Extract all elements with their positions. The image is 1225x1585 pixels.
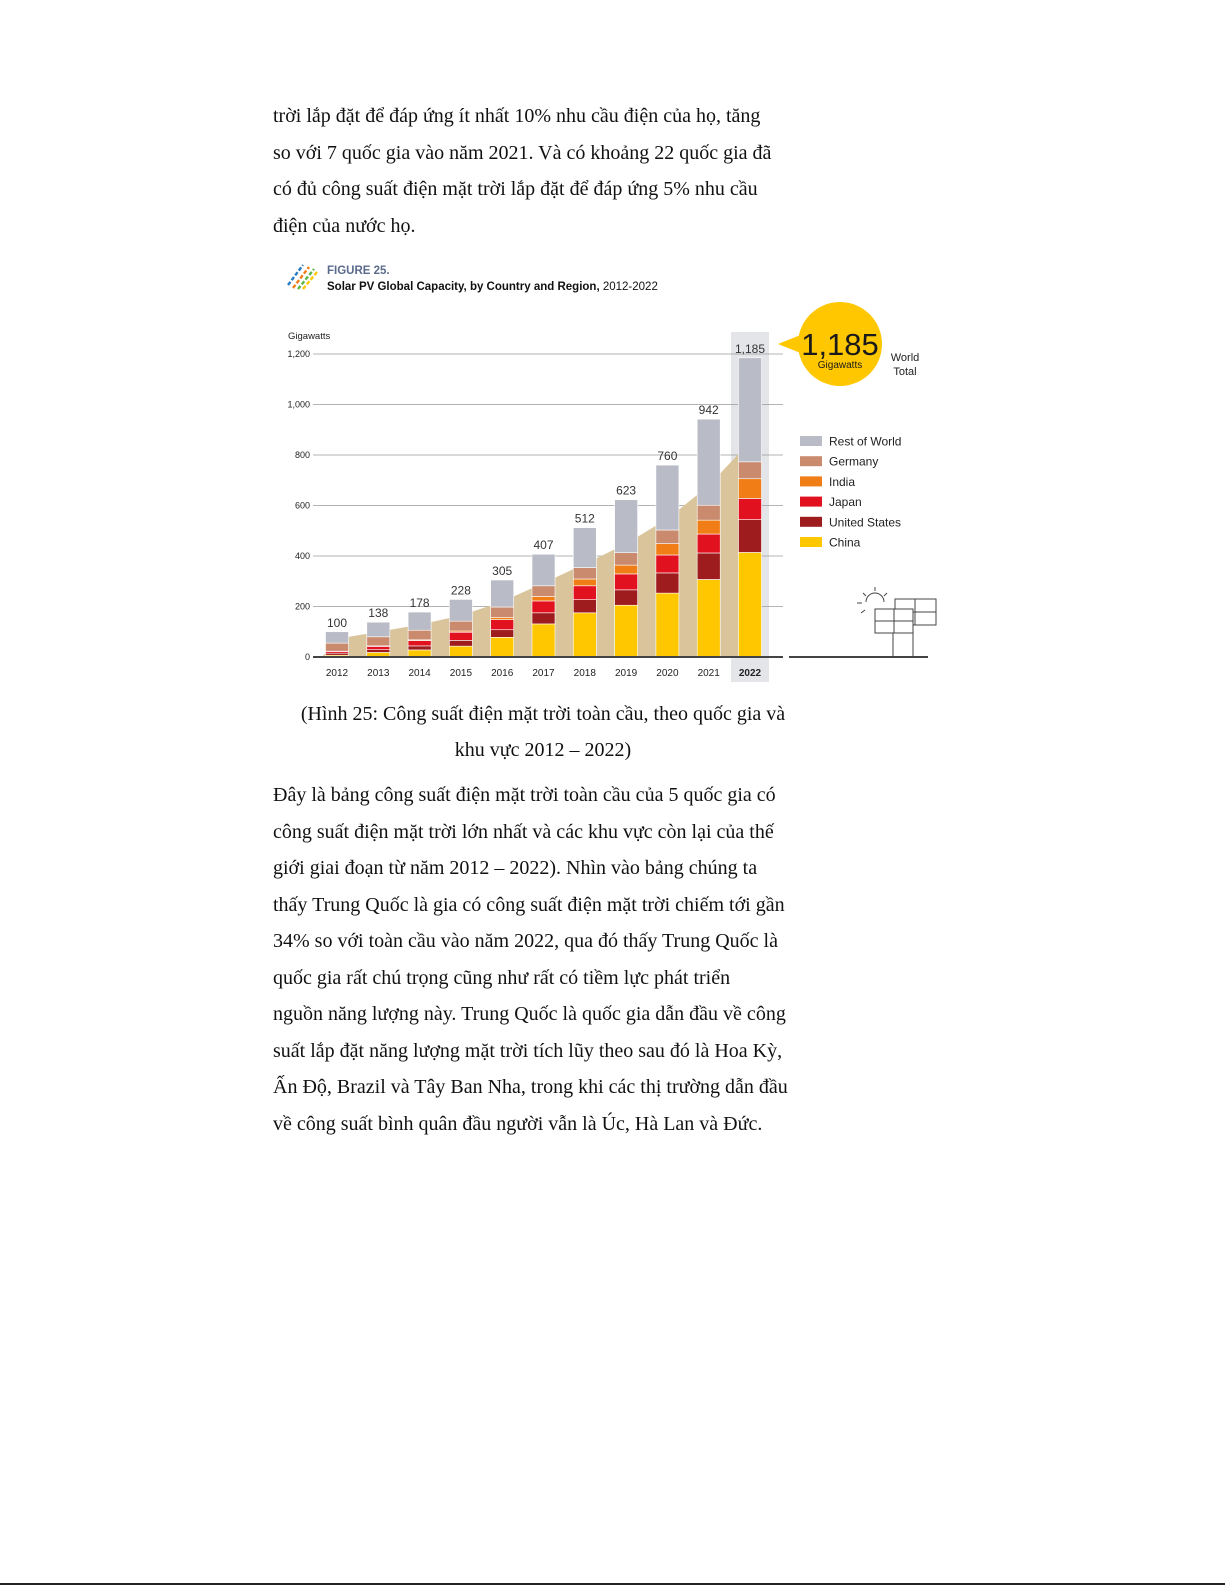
bar-segment-japan [532,601,555,613]
body-line: giới giai đoạn từ năm 2012 – 2022). Nhìn vào bảng chúng ta [273,857,758,879]
bar-segment-japan [739,498,762,519]
intro-paragraph [273,98,821,244]
intro-line: điện của nước họ. [273,214,416,237]
bar-segment-rest-of-world [739,358,762,462]
body-line: về công suất bình quân đầu người vẫn là Úc, Hà Lan và Đức. [273,1112,763,1135]
body-line: nguồn năng lượng này. Trung Quốc là quốc gia dẫn đầu về công [273,1003,786,1025]
bar-segment-rest-of-world [491,580,514,607]
bar-segment-china [739,552,762,657]
bar-segment-japan [491,620,514,630]
bar-segment-united-states [449,640,472,646]
x-tick-label: 2014 [408,668,431,679]
y-axis-label: Gigawatts [288,331,331,342]
bar-segment-united-states [615,590,638,605]
total-label: 305 [492,563,513,578]
body-line: quốc gia rất chú trọng cũng như rất có tiềm lực phát triển [273,966,731,989]
total-label: 1,185 [734,341,766,356]
bar-segment-united-states [491,630,514,638]
bar-segment-rest-of-world [697,419,720,505]
total-label: 942 [698,403,719,418]
legend-swatch [800,436,822,446]
legend-swatch [800,456,822,466]
bar-segment-germany [697,505,720,520]
total-label: 760 [657,449,678,464]
bar-segment-rest-of-world [656,465,679,530]
legend-label: Germany [829,454,879,469]
total-label: 138 [368,606,389,621]
y-tick-label: 600 [294,500,310,511]
total-label: 178 [409,596,430,611]
bar-segment-germany [739,462,762,479]
figure-25-chart [283,255,943,687]
world-total-callout [778,302,919,386]
bar-segment-india [656,544,679,555]
body-paragraph [273,777,821,1142]
caption-line: khu vực 2012 – 2022) [454,739,632,761]
intro-line: trời lắp đặt để đáp ứng ít nhất 10% nhu cầu điện của họ, tăng [273,105,761,127]
solar-panel-icon [875,599,936,657]
legend-label: China [829,535,861,550]
x-tick-label: 2013 [367,668,390,679]
bar-segment-germany [367,637,390,646]
x-tick-label: 2018 [573,668,596,679]
callout-value: 1,185 [801,327,879,362]
bar-segment-japan [656,555,679,573]
body-line: suất lắp đặt năng lượng mặt trời tích lũy theo sau đó là Hoa Kỳ, [273,1039,783,1062]
bar-segment-china [573,613,596,657]
x-tick-label: 2016 [491,668,514,679]
y-tick-label: 800 [294,450,310,460]
bar-segment-united-states [656,573,679,593]
figure-title-bold: Solar PV Global Capacity, by Country and Region, [327,281,600,293]
chart-legend [800,435,901,550]
total-label: 512 [574,511,595,526]
bar-segment-germany [656,530,679,544]
total-label: 228 [450,583,471,598]
bar-segment-japan [573,586,596,600]
bar-segment-india [573,579,596,586]
body-line: Ấn Độ, Brazil và Tây Ban Nha, trong khi các thị trường dẫn đầu [273,1076,788,1098]
bar-segment-germany [491,607,514,617]
bar-segment-united-states [367,650,390,653]
bar-segment-rest-of-world [532,554,555,586]
bar-segment-india [491,617,514,619]
figure-title [327,281,658,293]
bar-segment-india [697,520,720,534]
bar-segment-rest-of-world [408,612,431,630]
bar-segment-japan [449,632,472,640]
x-tick-label: 2020 [656,668,679,679]
bar-segment-united-states [326,653,349,655]
bar-segment-japan [697,534,720,553]
bar-segment-united-states [697,553,720,580]
legend-swatch [800,476,822,486]
legend-swatch [800,497,822,507]
callout-label-world: World [890,352,920,364]
y-tick-label: 1,200 [287,349,310,359]
total-label: 407 [533,538,554,553]
bar-segment-germany [615,553,638,565]
bar-segment-japan [408,641,431,646]
body-line: Đây là bảng công suất điện mặt trời toàn cầu của 5 quốc gia có [273,784,776,806]
bar-segment-united-states [408,646,431,650]
bar-segment-china [408,650,431,657]
body-line: công suất điện mặt trời lớn nhất và các khu vực còn lại của thế [273,820,774,843]
bar-segment-united-states [739,520,762,553]
bar-segment-germany [326,643,349,651]
x-tick-label: 2019 [614,668,638,679]
x-tick-label: 2021 [697,668,720,679]
bar-segment-japan [367,646,390,649]
bar-segment-china [697,579,720,657]
x-tick-label: 2022 [738,668,762,679]
bar-segment-china [449,646,472,657]
legend-swatch [800,537,822,547]
bar-segment-rest-of-world [367,622,390,637]
bar-segment-japan [615,574,638,590]
callout-unit: Gigawatts [817,360,863,371]
bar-segment-china [532,624,555,657]
legend-swatch [800,517,822,527]
y-tick-label: 200 [294,601,310,612]
bar-segment-germany [532,586,555,597]
bar-segment-rest-of-world [326,632,349,643]
bar-segment-rest-of-world [615,500,638,553]
bar-segment-china [656,593,679,657]
y-tick-label: 1,000 [287,399,310,410]
intro-line: so với 7 quốc gia vào năm 2021. Và có khoảng 22 quốc gia đã [273,141,772,164]
x-tick-label: 2017 [532,668,555,679]
x-tick-label: 2015 [449,668,473,679]
intro-line: có đủ công suất điện mặt trời lắp đặt để đáp ứng 5% nhu cầu [273,178,758,200]
bar-segment-india [532,596,555,601]
total-label: 623 [616,483,637,498]
legend-label: Japan [829,495,862,510]
bar-segment-germany [573,568,596,579]
bar-segment-united-states [532,613,555,624]
bar-segment-china [615,605,638,657]
callout-label-total: Total [893,366,917,378]
y-tick-label: 0 [304,652,310,662]
body-line: thấy Trung Quốc là gia có công suất điện mặt trời chiếm tới gần [273,893,785,916]
x-tick-label: 2012 [325,668,349,679]
legend-label: India [829,474,856,489]
y-tick-label: 400 [294,551,310,561]
bar-segment-united-states [573,600,596,613]
legend-label: United States [829,515,902,530]
legend-label: Rest of World [829,434,902,449]
figure-number: FIGURE 25. [327,265,390,277]
total-label: 100 [326,615,348,630]
bar-segment-germany [408,630,431,640]
figure-logo-icon [288,265,317,289]
figure-title-years: 2012-2022 [602,281,658,293]
bar-segment-germany [449,621,472,631]
bar-segment-rest-of-world [449,599,472,621]
caption-line: (Hình 25: Công suất điện mặt trời toàn cầu, theo quốc gia và [300,703,786,725]
bar-segment-india [615,565,638,574]
bar-segment-rest-of-world [573,528,596,568]
figure-caption [273,696,813,768]
bar-segment-china [491,637,514,657]
body-line: 34% so với toàn cầu vào năm 2022, qua đó thấy Trung Quốc là [273,930,778,952]
bar-segment-india [739,479,762,499]
